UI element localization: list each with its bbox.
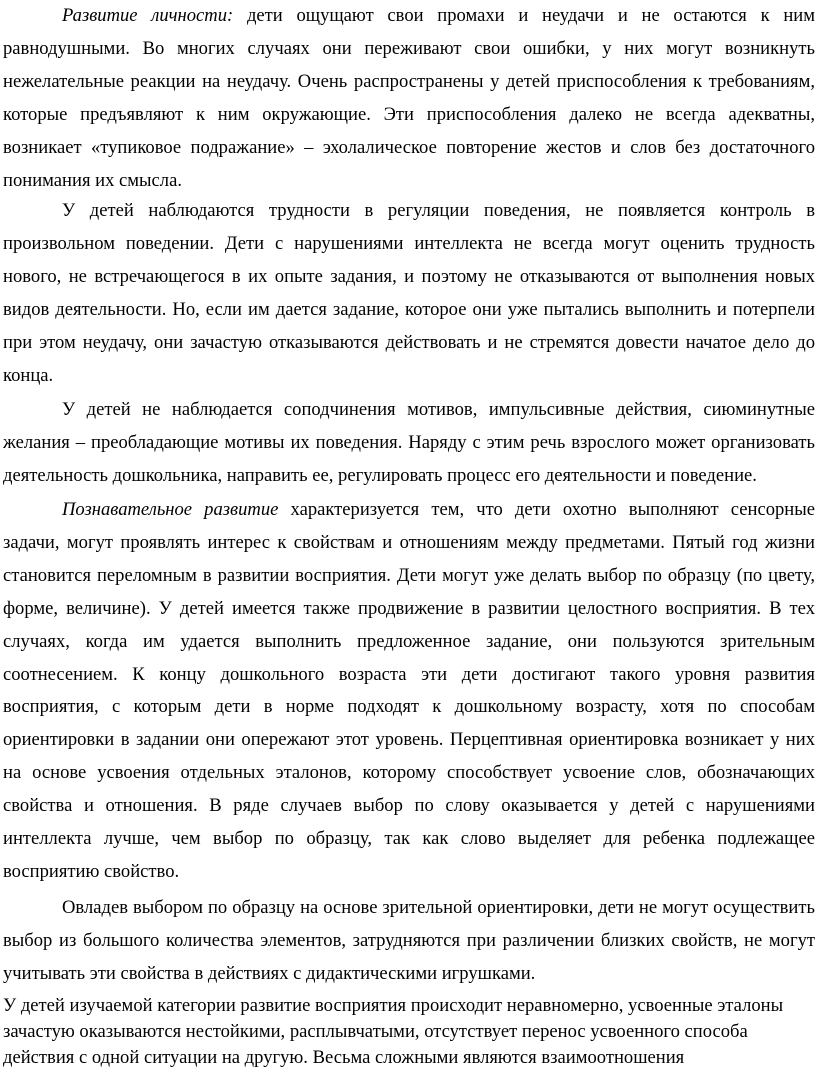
paragraph-cognitive-development [0, 494, 815, 889]
paragraph-text: дети ощущают свои промахи и неудачи и не остаются к ним равнодушными. Во многих случаях они переживают свои ошибки, у них могут возникнуть нежелательные реакции на неудачу. Очень распространены у детей приспособления к требованиям, которые предъявляют к ним окружающие. Эти приспособления далеко не всегда адекватны, возникает «тупиковое подражание» – эхолалическое повторение жестов и слов без достаточного понимания их смысла. [3, 5, 815, 191]
paragraph-text: Овладев выбором по образцу на основе зрительной ориентировки, дети не могут осуществить выбор из большого количества элементов, затрудняются при различении близких свойств, не могут учитывать эти свойства в действиях с дидактическими игрушками. [3, 897, 815, 984]
paragraph-text: характеризуется тем, что дети охотно выполняют сенсорные задачи, могут проявлять интерес к свойствам и отношениям между предметами. Пятый год жизни становится переломным в развитии восприятия. Дети могут уже делать выбор по образцу (по цвету, форме, величине). У детей имеется также продвижение в развитии целостного восприятия. В тех случаях, когда им удается выполнить предложенное задание, они пользуются зрительным соотнесением. К концу дошкольного возраста эти дети достигают такого уровня развития восприятия, с которым дети в норме подходят к дошкольному возрасту, хотя по способам ориентировки в задании они опережают этот уровень. Перцептивная ориентировка возникает у них на основе усвоения отдельных эталонов, которому способствует усвоение слов, обозначающих свойства и отношения. В ряде случаев выбор по слову оказывается у детей с нарушениями интеллекта лучше, чем выбор по образцу, так как слово выделяет для ребенка подлежащее восприятию свойство. [3, 499, 815, 882]
paragraph-behavior-regulation [0, 195, 815, 392]
paragraph-text: У детей наблюдаются трудности в регуляции поведения, не появляется контроль в произвольном поведении. Дети с нарушениями интеллекта не всегда могут оценить трудность нового, не встречающегося в их опыте задания, и поэтому не отказываются от выполнения новых видов деятельности. Но, если им дается задание, которое они уже пытались выполнить и потерпели при этом неудачу, они зачастую отказываются действовать и не стремятся довести начатое дело до конца. [3, 200, 815, 386]
paragraph-lead-personality: Развитие личности: [62, 5, 234, 26]
paragraph-sample-selection [0, 892, 815, 991]
paragraph-lead-cognitive: Познавательное развитие [62, 499, 279, 520]
paragraph-text: У детей изучаемой категории развитие восприятия происходит неравномерно, усвоенные эталоны зачастую оказываются нестойкими, расплывчатыми, отсутствует перенос усвоенного способа действия с одной ситуации на другую. Весьма сложными являются взаимоотношения [3, 995, 784, 1068]
paragraph-motives [0, 394, 815, 493]
paragraph-text: У детей не наблюдается соподчинения мотивов, импульсивные действия, сиюминутные желания – преобладающие мотивы их поведения. Наряду с этим речь взрослого может организовать деятельность дошкольника, направить ее, регулировать процесс его деятельности и поведение. [3, 399, 815, 486]
paragraph-personality [0, 0, 815, 197]
paragraph-perception-unevenness [0, 993, 815, 1071]
